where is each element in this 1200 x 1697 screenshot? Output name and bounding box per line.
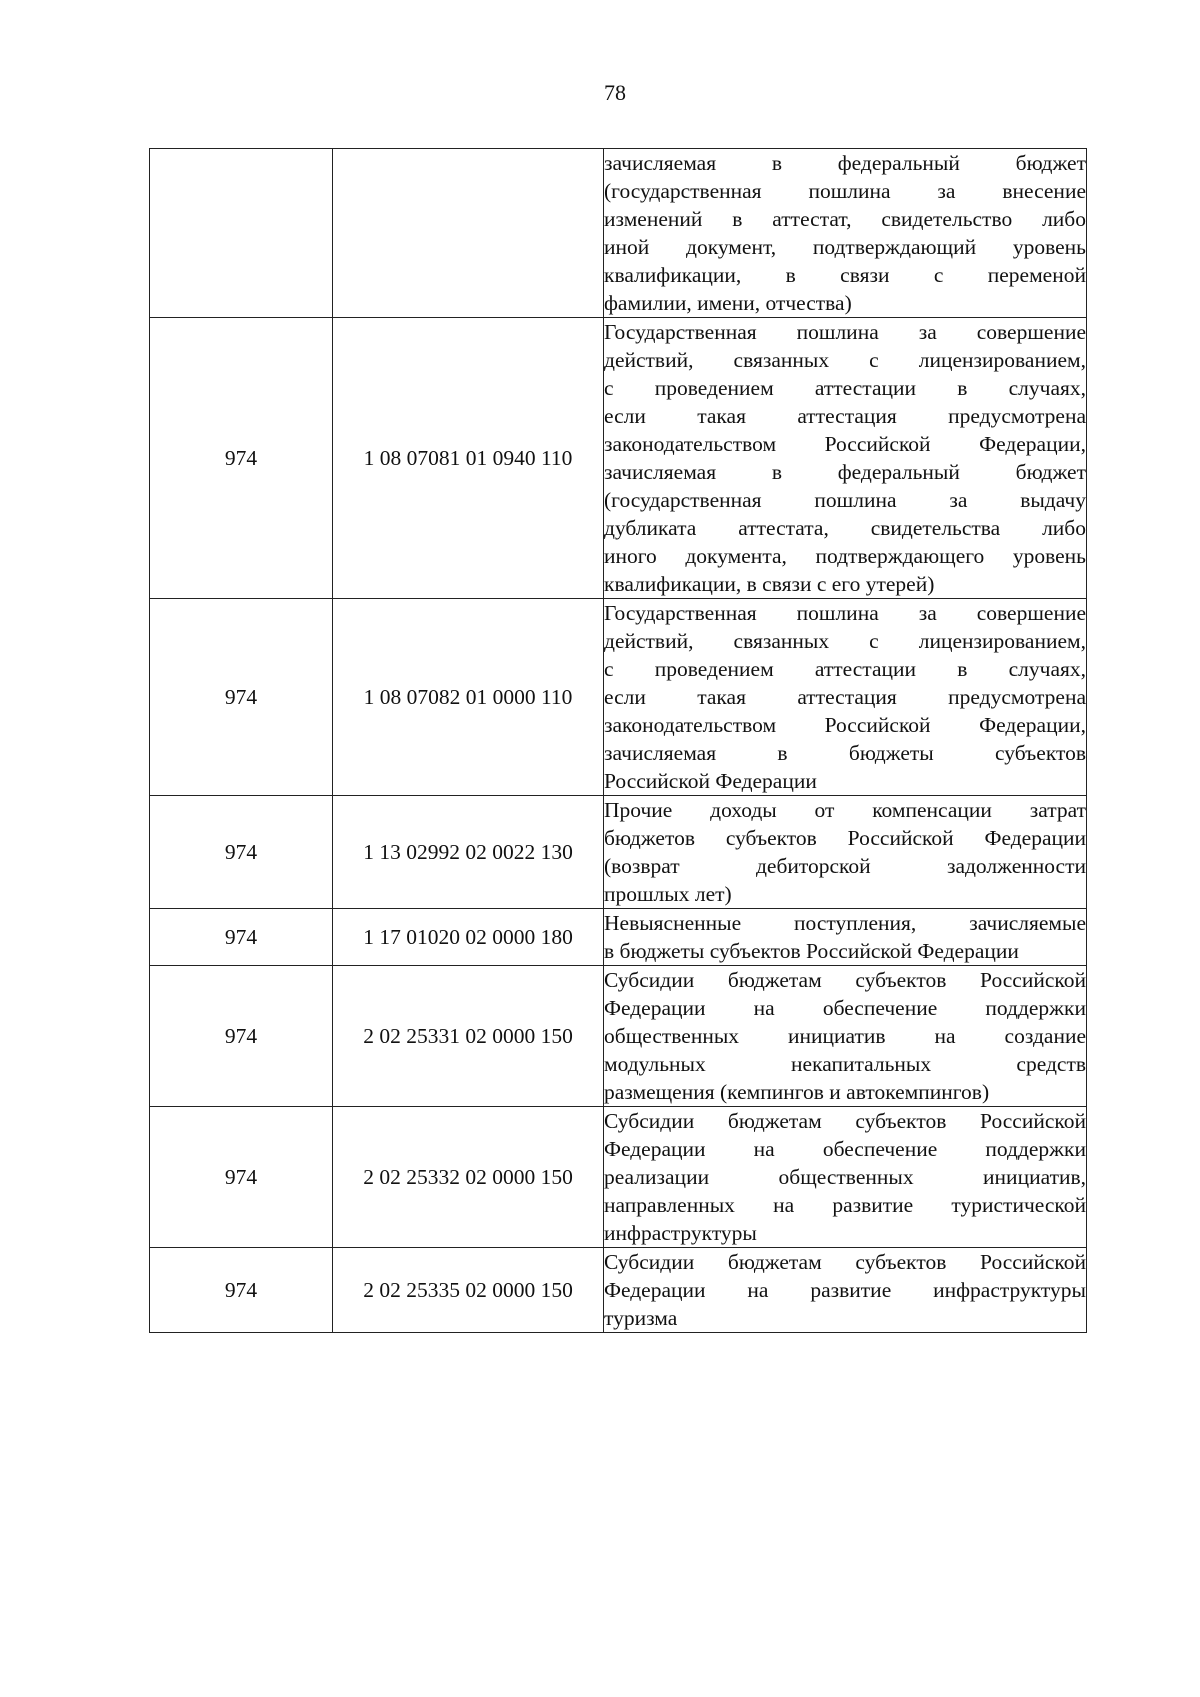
admin-code-cell: 974 [150, 599, 333, 796]
description-line: если такая аттестация предусмотрена [604, 404, 1086, 428]
description-cell [604, 318, 1087, 599]
description-line: с проведением аттестации в случаях, [604, 657, 1086, 681]
description-cell [604, 1107, 1087, 1248]
description-line: иного документа, подтверждающего уровень [604, 544, 1086, 568]
table-row [150, 149, 1087, 318]
description-cell [604, 796, 1087, 909]
description-line: (государственная пошлина за внесение [604, 179, 1086, 203]
admin-code-cell: 974 [150, 1248, 333, 1333]
description-line: если такая аттестация предусмотрена [604, 685, 1086, 709]
description-line: Федерации на развитие инфраструктуры [604, 1278, 1086, 1302]
table-body [150, 149, 1087, 1333]
description-cell [604, 966, 1087, 1107]
budget-classification-table [149, 148, 1087, 1333]
admin-code-cell: 974 [150, 796, 333, 909]
description-line: зачисляемая в федеральный бюджет [604, 460, 1086, 484]
description-line: с проведением аттестации в случаях, [604, 376, 1086, 400]
description-line: направленных на развитие туристической [604, 1193, 1086, 1217]
description-cell [604, 909, 1087, 966]
description-line: фамилии, имени, отчества) [604, 291, 852, 315]
table-row [150, 599, 1087, 796]
revenue-code-cell: 1 08 07082 01 0000 110 [333, 599, 604, 796]
revenue-code-cell: 1 13 02992 02 0022 130 [333, 796, 604, 909]
revenue-code-cell [333, 149, 604, 318]
description-line: зачисляемая в федеральный бюджет [604, 151, 1086, 175]
description-line: Государственная пошлина за совершение [604, 601, 1086, 625]
revenue-code-cell: 2 02 25335 02 0000 150 [333, 1248, 604, 1333]
admin-code-cell [150, 149, 333, 318]
table-row [150, 966, 1087, 1107]
description-line: действий, связанных с лицензированием, [604, 629, 1086, 653]
table-row [150, 318, 1087, 599]
description-line: квалификации, в связи с его утерей) [604, 572, 935, 596]
description-line: иной документ, подтверждающий уровень [604, 235, 1086, 259]
admin-code-cell: 974 [150, 1107, 333, 1248]
admin-code-cell: 974 [150, 909, 333, 966]
description-line: (государственная пошлина за выдачу [604, 488, 1086, 512]
description-line: Государственная пошлина за совершение [604, 320, 1086, 344]
admin-code-cell: 974 [150, 966, 333, 1107]
description-line: прошлых лет) [604, 882, 732, 906]
table-row [150, 1107, 1087, 1248]
description-line: зачисляемая в бюджеты субъектов [604, 741, 1086, 765]
table-row [150, 1248, 1087, 1333]
description-line: Субсидии бюджетам субъектов Российской [604, 1109, 1086, 1133]
admin-code-cell: 974 [150, 318, 333, 599]
page-number: 78 [604, 80, 626, 105]
table-row [150, 796, 1087, 909]
description-line: бюджетов субъектов Российской Федерации [604, 826, 1086, 850]
description-line: (возврат дебиторской задолженности [604, 854, 1086, 878]
description-line: Субсидии бюджетам субъектов Российской [604, 968, 1086, 992]
description-line: законодательством Российской Федерации, [604, 713, 1086, 737]
description-line: Федерации на обеспечение поддержки [604, 1137, 1086, 1161]
description-line: туризма [604, 1306, 678, 1330]
description-line: общественных инициатив на создание [604, 1024, 1086, 1048]
description-line: изменений в аттестат, свидетельство либо [604, 207, 1086, 231]
description-cell [604, 1248, 1087, 1333]
revenue-code-cell: 2 02 25332 02 0000 150 [333, 1107, 604, 1248]
description-line: инфраструктуры [604, 1221, 757, 1245]
description-line: реализации общественных инициатив, [604, 1165, 1086, 1189]
revenue-code-cell: 1 17 01020 02 0000 180 [333, 909, 604, 966]
description-line: Субсидии бюджетам субъектов Российской [604, 1250, 1086, 1274]
description-line: Федерации на обеспечение поддержки [604, 996, 1086, 1020]
description-line: законодательством Российской Федерации, [604, 432, 1086, 456]
revenue-code-cell: 1 08 07081 01 0940 110 [333, 318, 604, 599]
description-line: действий, связанных с лицензированием, [604, 348, 1086, 372]
description-line: Невыясненные поступления, зачисляемые [604, 911, 1086, 935]
description-line: модульных некапитальных средств [604, 1052, 1086, 1076]
description-cell [604, 599, 1087, 796]
description-line: Российской Федерации [604, 769, 817, 793]
table-row [150, 909, 1087, 966]
revenue-code-cell: 2 02 25331 02 0000 150 [333, 966, 604, 1107]
description-line: Прочие доходы от компенсации затрат [604, 798, 1086, 822]
description-line: в бюджеты субъектов Российской Федерации [604, 939, 1019, 963]
description-line: квалификации, в связи с переменой [604, 263, 1086, 287]
description-line: размещения (кемпингов и автокемпингов) [604, 1080, 990, 1104]
description-cell [604, 149, 1087, 318]
description-line: дубликата аттестата, свидетельства либо [604, 516, 1086, 540]
